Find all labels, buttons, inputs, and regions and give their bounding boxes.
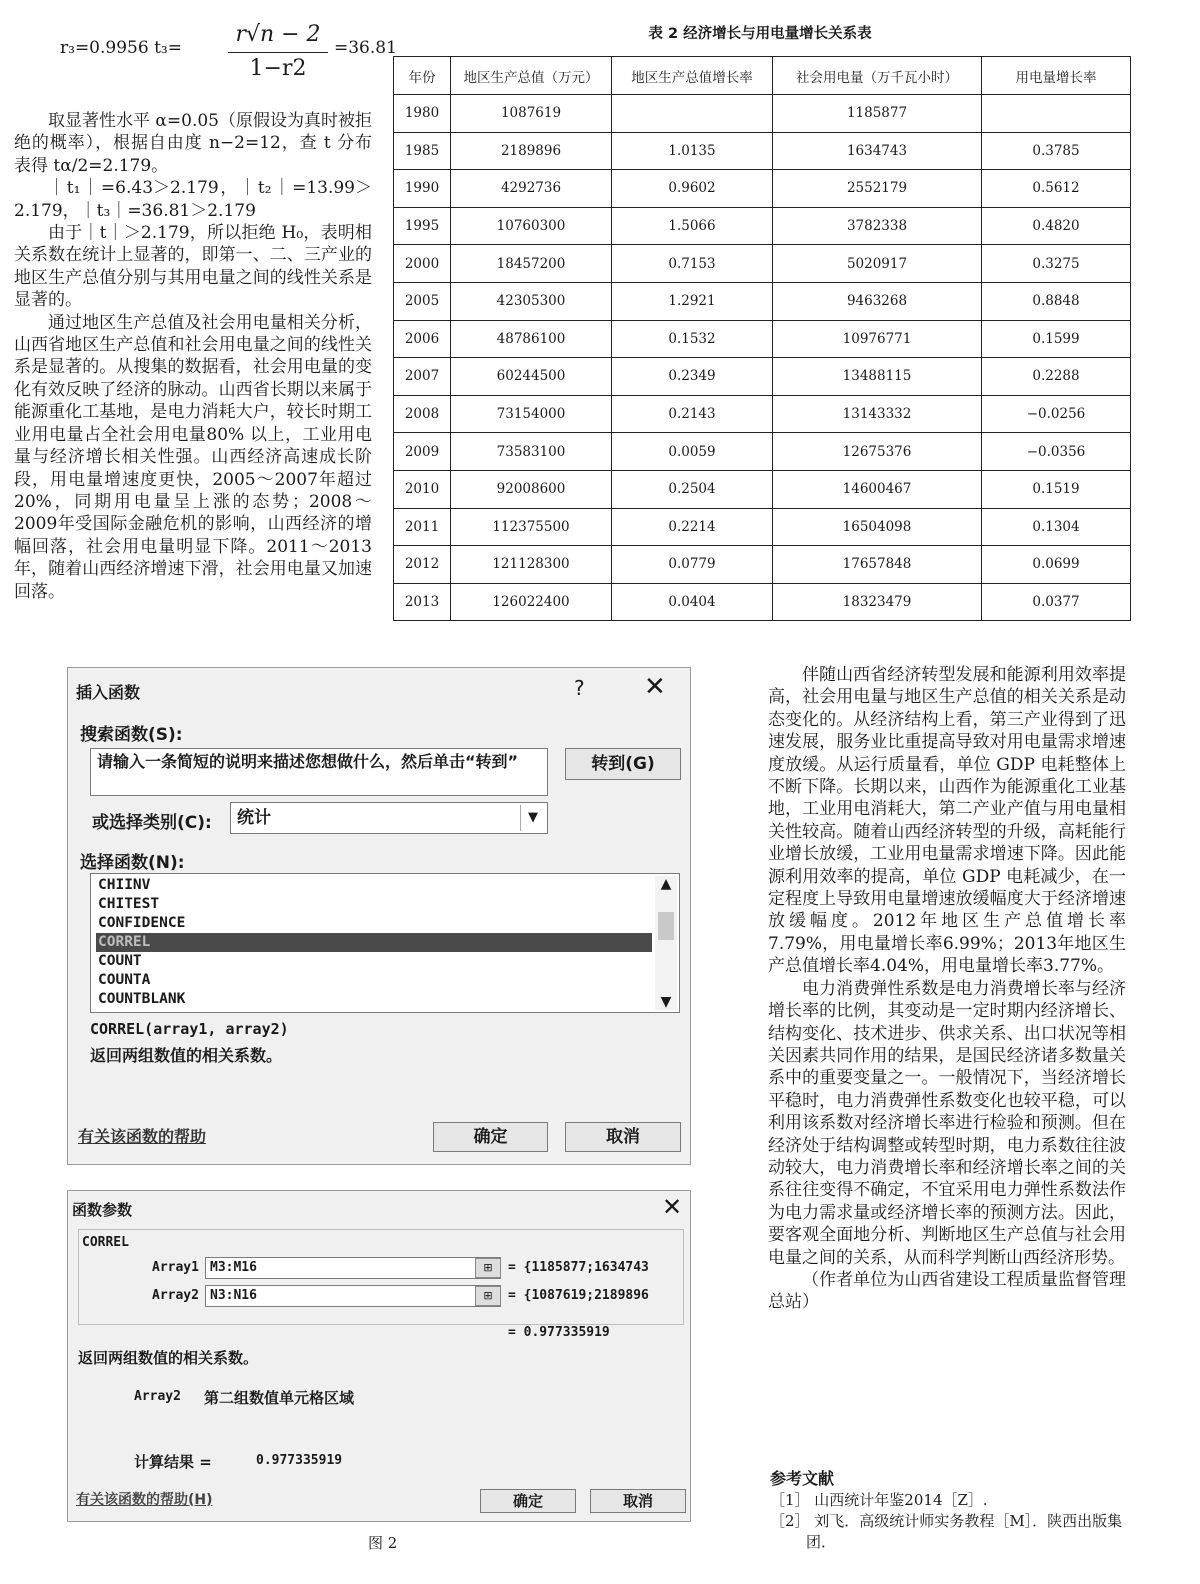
cell-electricity: 12675376 bbox=[773, 433, 982, 471]
function-item[interactable]: CONFIDENCE bbox=[98, 915, 186, 931]
table-row bbox=[394, 170, 1131, 208]
cell-year: 2010 bbox=[394, 470, 451, 508]
formula-fraction bbox=[228, 20, 328, 85]
cell-electricity-growth: 0.0377 bbox=[982, 583, 1131, 621]
inline-result: = 0.977335919 bbox=[508, 1325, 610, 1340]
references-list bbox=[770, 1490, 1126, 1553]
dialog-title: 函数参数 bbox=[72, 1201, 133, 1219]
cell-year: 2000 bbox=[394, 245, 451, 283]
scroll-up-icon[interactable]: ▲ bbox=[660, 876, 672, 892]
formula-numerator: r√n − 2 bbox=[228, 20, 328, 53]
cell-gdp: 121128300 bbox=[451, 546, 612, 584]
help-link[interactable]: 有关该函数的帮助(H) bbox=[76, 1492, 213, 1508]
paragraph: 取显著性水平 α=0.05（原假设为真时被拒绝的概率），根据自由度 n−2=12，查 t 分布表得 tα/2=2.179。 bbox=[14, 111, 372, 176]
cell-electricity: 1634743 bbox=[773, 132, 982, 170]
array1-label: Array1 bbox=[152, 1260, 199, 1275]
table-row bbox=[394, 245, 1131, 283]
category-value: 统计 bbox=[237, 808, 271, 828]
reference-item: ［1］ 山西统计年鉴2014［Z］. bbox=[770, 1491, 988, 1509]
cell-gdp-growth: 0.2214 bbox=[612, 508, 773, 546]
array2-preview: = {1087619;2189896 bbox=[508, 1288, 649, 1303]
cancel-button[interactable]: 取消 bbox=[565, 1122, 681, 1152]
search-label: 搜索函数(S): bbox=[80, 725, 183, 745]
formula-rhs: =36.81 bbox=[334, 38, 397, 58]
cell-gdp-growth: 0.0779 bbox=[612, 546, 773, 584]
cell-gdp: 112375500 bbox=[451, 508, 612, 546]
table-row bbox=[394, 132, 1131, 170]
table-row bbox=[394, 95, 1131, 133]
header-gdp-growth: 地区生产总值增长率 bbox=[612, 57, 773, 95]
figure-caption: 图 2 bbox=[368, 1534, 398, 1552]
ok-button[interactable]: 确定 bbox=[480, 1489, 576, 1513]
author-affiliation: （作者单位为山西省建设工程质量监督管理总站） bbox=[768, 1269, 1126, 1313]
function-signature: CORREL(array1, array2) bbox=[90, 1020, 289, 1038]
array1-preview: = {1185877;1634743 bbox=[508, 1260, 649, 1275]
cell-gdp-growth: 1.5066 bbox=[612, 207, 773, 245]
close-icon[interactable]: ✕ bbox=[662, 1193, 683, 1221]
table-row bbox=[394, 508, 1131, 546]
help-icon[interactable]: ? bbox=[574, 676, 585, 700]
cell-gdp-growth: 1.0135 bbox=[612, 132, 773, 170]
function-item[interactable]: CHITEST bbox=[98, 896, 160, 912]
formula-denominator: 1−r2 bbox=[249, 56, 307, 81]
cell-electricity: 1185877 bbox=[773, 95, 982, 133]
right-text-column bbox=[768, 664, 1126, 1314]
cell-gdp: 73154000 bbox=[451, 395, 612, 433]
argument-name: Array2 bbox=[134, 1389, 181, 1404]
chevron-down-icon[interactable]: ▼ bbox=[520, 805, 545, 831]
cell-gdp-growth: 1.2921 bbox=[612, 282, 773, 320]
scroll-thumb[interactable] bbox=[658, 912, 674, 940]
cell-electricity-growth: 0.5612 bbox=[982, 170, 1131, 208]
paragraph: 电力消费弹性系数是电力消费增长率与经济增长率的比例，其变动是一定时期内经济增长、结构变化、技术进步、供求关系、出口状况等相关因素共同作用的结果，是国民经济诸多数量关系中的重要变量之一。一般情况下，当经济增长平稳时，电力消费弹性系数变化也较平稳，可以利用该系数对经济增长率进行检验和预测。但在经济处于结构调整或转型时期，电力系数往往波动较大，电力消费增长率和经济增长率之间的关系往往变得不确定，不宜采用电力弹性系数法作为电力需求量或经济增长率的预测方法。因此，要客观全面地分析、判断地区生产总值与社会用电量之间的关系，从而科学判断山西经济形势。 bbox=[768, 978, 1126, 1268]
range-select-icon[interactable]: ⊞ bbox=[475, 1258, 501, 1278]
cell-electricity: 5020917 bbox=[773, 245, 982, 283]
cell-gdp: 60244500 bbox=[451, 358, 612, 396]
cell-electricity-growth: 0.3785 bbox=[982, 132, 1131, 170]
table-row bbox=[394, 395, 1131, 433]
cell-gdp: 4292736 bbox=[451, 170, 612, 208]
table-row bbox=[394, 320, 1131, 358]
cell-electricity: 16504098 bbox=[773, 508, 982, 546]
header-year: 年份 bbox=[394, 57, 451, 95]
references-title: 参考文献 bbox=[770, 1469, 835, 1488]
cell-electricity: 13143332 bbox=[773, 395, 982, 433]
category-label: 或选择类别(C): bbox=[92, 813, 212, 833]
array2-label: Array2 bbox=[152, 1288, 199, 1303]
function-name: CORREL bbox=[82, 1235, 129, 1250]
cell-year: 1995 bbox=[394, 207, 451, 245]
cell-electricity-growth: 0.3275 bbox=[982, 245, 1131, 283]
function-description: 返回两组数值的相关系数。 bbox=[90, 1046, 283, 1065]
close-icon[interactable]: ✕ bbox=[644, 672, 666, 702]
cell-year: 1985 bbox=[394, 132, 451, 170]
reference-item: ［2］ 刘飞．高级统计师实务教程［M］．陕西出版集团． bbox=[770, 1512, 1123, 1551]
cell-gdp: 126022400 bbox=[451, 583, 612, 621]
cell-electricity-growth: 0.1599 bbox=[982, 320, 1131, 358]
paragraph: 由于｜t｜＞2.179，所以拒绝 H₀，表明相关系数在统计上显著的，即第一、二、三产业的地区生产总值分别与其用电量之间的线性关系是显著的。 bbox=[14, 223, 372, 311]
cell-electricity-growth: 0.0699 bbox=[982, 546, 1131, 584]
cell-year: 2005 bbox=[394, 282, 451, 320]
cell-gdp: 73583100 bbox=[451, 433, 612, 471]
cell-gdp: 2189896 bbox=[451, 132, 612, 170]
growth-table bbox=[393, 56, 1131, 621]
cell-year: 1990 bbox=[394, 170, 451, 208]
cell-gdp-growth bbox=[612, 95, 773, 133]
calc-result-value: 0.977335919 bbox=[256, 1453, 343, 1468]
left-text-column bbox=[14, 110, 372, 603]
cell-gdp: 10760300 bbox=[451, 207, 612, 245]
cell-electricity-growth: 0.1304 bbox=[982, 508, 1131, 546]
cell-year: 1980 bbox=[394, 95, 451, 133]
cell-gdp-growth: 0.2349 bbox=[612, 358, 773, 396]
dialog-title: 插入函数 bbox=[76, 683, 141, 702]
cell-gdp-growth: 0.1532 bbox=[612, 320, 773, 358]
cell-gdp: 92008600 bbox=[451, 470, 612, 508]
header-electricity-growth: 用电量增长率 bbox=[982, 57, 1131, 95]
function-item[interactable]: COUNTA bbox=[98, 972, 151, 988]
t3-formula bbox=[60, 20, 397, 100]
table-row bbox=[394, 282, 1131, 320]
table-row bbox=[394, 583, 1131, 621]
cell-electricity: 18323479 bbox=[773, 583, 982, 621]
cell-year: 2012 bbox=[394, 546, 451, 584]
function-item[interactable]: CHIINV bbox=[98, 877, 151, 893]
cell-year: 2008 bbox=[394, 395, 451, 433]
scrollbar[interactable] bbox=[655, 876, 677, 1010]
table-header-row bbox=[394, 57, 1131, 95]
cell-electricity-growth: −0.0256 bbox=[982, 395, 1131, 433]
cell-gdp: 48786100 bbox=[451, 320, 612, 358]
cell-gdp: 42305300 bbox=[451, 282, 612, 320]
function-arguments-dialog bbox=[67, 1190, 691, 1522]
cell-electricity-growth bbox=[982, 95, 1131, 133]
function-list-label: 选择函数(N): bbox=[80, 853, 185, 873]
paragraph: 通过地区生产总值及社会用电量相关分析，山西省地区生产总值和社会用电量之间的线性关系是显著的。从搜集的数据看，社会用电量的变化有效反映了经济的脉动。山西省长期以来属于能源重化工基地，是电力消耗大户，较长时期工业用电量占全社会用电量80% 以上，工业用电量与经济增长相关性强。山西经济高速成长阶段，用电量增速度更快，2005～2007年超过20%，同期用电量呈上涨的态势；2008～2009年受国际金融危机的影响，山西经济的增幅回落，社会用电量明显下降。2011～2013年，随着山西经济增速下滑，社会用电量又加速回落。 bbox=[14, 312, 372, 602]
header-gdp: 地区生产总值（万元） bbox=[451, 57, 612, 95]
cancel-button[interactable]: 取消 bbox=[590, 1489, 686, 1513]
cell-gdp-growth: 0.0404 bbox=[612, 583, 773, 621]
category-select[interactable] bbox=[230, 802, 548, 834]
cell-year: 2007 bbox=[394, 358, 451, 396]
range-select-icon[interactable]: ⊞ bbox=[475, 1286, 501, 1306]
cell-year: 2013 bbox=[394, 583, 451, 621]
cell-gdp-growth: 0.7153 bbox=[612, 245, 773, 283]
table-row bbox=[394, 546, 1131, 584]
function-item-selected[interactable]: CORREL bbox=[96, 933, 652, 952]
cell-year: 2006 bbox=[394, 320, 451, 358]
cell-electricity: 17657848 bbox=[773, 546, 982, 584]
insert-function-dialog bbox=[67, 667, 691, 1165]
table-title: 表 2 经济增长与用电量增长关系表 bbox=[648, 26, 872, 42]
cell-gdp: 1087619 bbox=[451, 95, 612, 133]
cell-electricity: 3782338 bbox=[773, 207, 982, 245]
search-input[interactable]: 请输入一条简短的说明来描述您想做什么，然后单击“转到” bbox=[90, 748, 548, 796]
table-row bbox=[394, 358, 1131, 396]
paragraph: ｜t₁｜=6.43＞2.179，｜t₂｜=13.99＞2.179，｜t₃｜=36.81＞2.179 bbox=[14, 178, 372, 221]
help-link[interactable]: 有关该函数的帮助 bbox=[78, 1127, 207, 1146]
cell-year: 2011 bbox=[394, 508, 451, 546]
cell-gdp-growth: 0.2504 bbox=[612, 470, 773, 508]
argument-description: 第二组数值单元格区域 bbox=[204, 1389, 355, 1407]
paragraph: 伴随山西省经济转型发展和能源利用效率提高，社会用电量与地区生产总值的相关关系是动态变化的。从经济结构上看，第三产业得到了迅速发展，服务业比重提高导致对用电量需求增速度放缓。从运行质量看，单位 GDP 电耗整体上不断下降。长期以来，山西作为能源重化工业基地，工业用电消耗大，第二产业产值与用电量相关性较高。随着山西经济转型的升级，高耗能行业增长放缓，工业用电量需求增速下降。因此能源利用效率的提高，单位 GDP 电耗减少，在一定程度上导致用电量增速放缓幅度大于经济增速放缓幅度。2012年地区生产总值增长率7.79%，用电量增长率6.99%；2013年地区生产总值增长率4.04%，用电量增长率3.77%。 bbox=[768, 665, 1126, 977]
cell-gdp-growth: 0.9602 bbox=[612, 170, 773, 208]
array2-input[interactable]: N3:N16 bbox=[205, 1285, 501, 1307]
cell-gdp: 18457200 bbox=[451, 245, 612, 283]
scroll-down-icon[interactable]: ▼ bbox=[660, 994, 672, 1010]
cell-electricity-growth: 0.8848 bbox=[982, 282, 1131, 320]
ok-button[interactable]: 确定 bbox=[433, 1122, 548, 1152]
cell-gdp-growth: 0.0059 bbox=[612, 433, 773, 471]
function-item[interactable]: COUNT bbox=[98, 953, 142, 969]
function-description: 返回两组数值的相关系数。 bbox=[78, 1349, 259, 1367]
cell-year: 2009 bbox=[394, 433, 451, 471]
table-row bbox=[394, 207, 1131, 245]
function-item[interactable]: COUNTBLANK bbox=[98, 991, 186, 1007]
cell-electricity: 14600467 bbox=[773, 470, 982, 508]
cell-electricity-growth: 0.1519 bbox=[982, 470, 1131, 508]
formula-lhs: r₃=0.9956 t₃= bbox=[60, 38, 182, 58]
cell-electricity: 9463268 bbox=[773, 282, 982, 320]
cell-electricity-growth: 0.4820 bbox=[982, 207, 1131, 245]
cell-electricity-growth: 0.2288 bbox=[982, 358, 1131, 396]
calc-result-label: 计算结果 = bbox=[134, 1453, 212, 1471]
array1-input[interactable]: M3:M16 bbox=[205, 1257, 501, 1279]
cell-electricity: 13488115 bbox=[773, 358, 982, 396]
cell-gdp-growth: 0.2143 bbox=[612, 395, 773, 433]
goto-button[interactable]: 转到(G) bbox=[565, 748, 681, 780]
cell-electricity: 2552179 bbox=[773, 170, 982, 208]
header-electricity: 社会用电量（万千瓦小时） bbox=[773, 57, 982, 95]
cell-electricity: 10976771 bbox=[773, 320, 982, 358]
function-list[interactable] bbox=[90, 873, 680, 1013]
cell-electricity-growth: −0.0356 bbox=[982, 433, 1131, 471]
table-row bbox=[394, 433, 1131, 471]
table-row bbox=[394, 470, 1131, 508]
